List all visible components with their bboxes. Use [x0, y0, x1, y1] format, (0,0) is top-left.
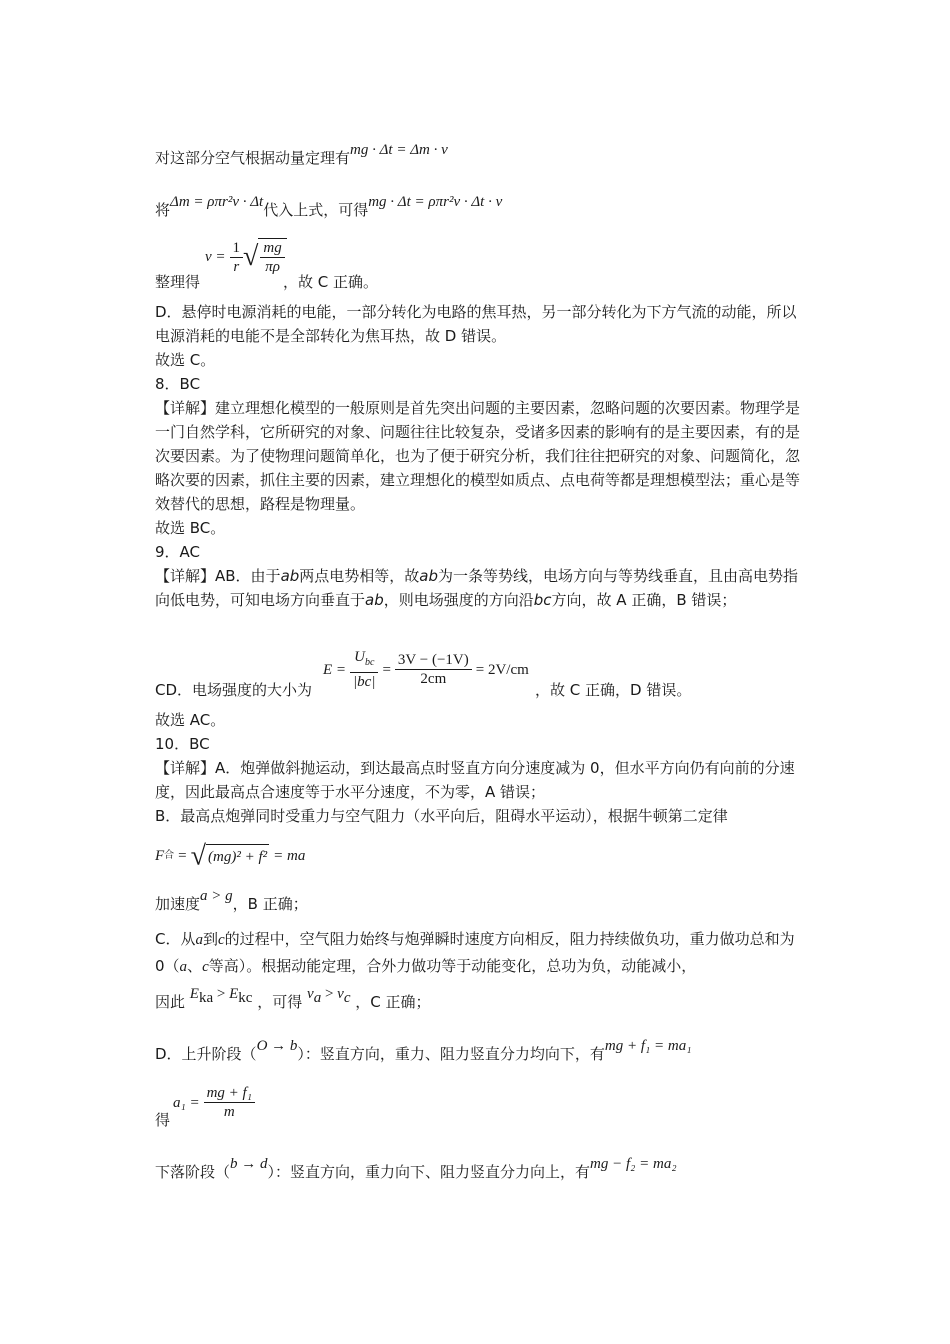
velocity-line — [155, 238, 805, 294]
acceleration-line — [155, 888, 805, 917]
option-c-paragraph — [155, 926, 800, 980]
question-8-heading: 8．BC — [155, 375, 201, 393]
u-subscript: bc — [364, 657, 375, 668]
sqrt-symbol: √ $\frac{mg}{\pi\rho}$ — [243, 238, 287, 276]
q9-bc: bc — [533, 591, 552, 609]
c-text-b: 到 — [202, 930, 218, 948]
va-sub: a — [313, 990, 322, 1006]
momentum-line — [155, 142, 805, 171]
ek-c-symbol: E — [229, 986, 239, 1002]
rising-stage-line — [155, 1038, 805, 1067]
bc-abs: |bc| — [353, 674, 376, 690]
answer-ac: 故选 AC。 — [155, 711, 226, 729]
acc-formula: a > g — [200, 888, 233, 904]
a1-lhs: a₁ = — [173, 1094, 200, 1111]
e-lhs: E = — [323, 661, 347, 678]
acc-post: ，B 正确； — [232, 895, 308, 913]
kinetic-energy-line — [155, 986, 805, 1019]
option-d-paragraph: D．悬停时电源消耗的电能，一部分转化为电路的焦耳热，另一部分转化为下方气流的动能，所以电源消耗的电能不是全部转化为焦耳热，故 D 错误。 — [155, 303, 797, 345]
equals-sign: = — [382, 661, 391, 678]
ek-pre: 因此 — [155, 993, 186, 1011]
velocity-pre: 整理得 — [155, 273, 201, 291]
falling-stage-line — [155, 1156, 805, 1185]
ek-a-sub: ka — [198, 990, 214, 1006]
q9-ab-1: ab — [280, 567, 300, 585]
radicand-den: πρ — [265, 259, 280, 275]
momentum-text: 对这部分空气根据动量定理有 — [155, 149, 351, 167]
falling-pre: 下落阶段（ — [155, 1163, 231, 1181]
velocity-post: ，故 C 正确。 — [283, 273, 379, 291]
velocity-formula — [205, 238, 287, 276]
ek-gt: > — [213, 986, 230, 1002]
resultant-force-formula — [155, 838, 805, 874]
question-8-explanation: 【详解】建立理想化模型的一般原则是首先突出问题的主要因素，忽略问题的次要因素。物理学是一门自然学科，它所研究的对象、问题往往比较复杂，受诸多因素的影响有的是主要因素，有的是次要因素。为了使物理问题简单化，也为了便于研究分析，我们往往把研究的对象、问题简化，忽略次要的因素，抓住主要的因素，建立理想化的模型如质点、点电荷等都是理想模型法；重心是等效替代的思想，路程是物理量。 — [155, 399, 801, 513]
e-fraction-2 — [395, 651, 472, 688]
f-symbol: F — [155, 848, 165, 864]
ek-mid: ，可得 — [257, 993, 303, 1011]
falling-path: b → d — [230, 1156, 268, 1172]
question-10-a-paragraph: 【详解】A．炮弹做斜抛运动，到达最高点时竖直方向分速度减为 0，但水平方向仍有向前的分速度，因此最高点合速度等于水平分速度，不为零，A 错误； — [155, 759, 795, 801]
c-var-a: a — [195, 932, 203, 948]
a1-den: m — [223, 1104, 235, 1120]
radicand — [260, 239, 284, 276]
f-rhs: = ma — [273, 848, 306, 864]
q9-text-b: 两点电势相等，故 — [299, 567, 420, 585]
voltage-diff: 3V − (−1V) — [395, 651, 472, 670]
f-subscript: 合 — [164, 850, 175, 861]
cd-pre: CD．电场强度的大小为 — [155, 681, 313, 699]
velocity-lhs: v = — [205, 249, 226, 265]
va-symbol: v — [307, 986, 314, 1002]
question-9-ab-paragraph — [155, 564, 800, 612]
c-text-e: 等高）。根据动能定理，合外力做功等于动能变化，总功为负，动能减小， — [208, 957, 697, 975]
a1-formula — [173, 1084, 255, 1121]
c-text-c: 的过程中，空气阻力始终与炮弹瞬时速度方向相反，阻力持续做负功，重力做功总和为 0（ — [155, 930, 795, 975]
c-var-c2: c — [202, 959, 209, 975]
question-10-b-line: B．最高点炮弹同时受重力与空气阻力（水平向后，阻碍水平运动），根据牛顿第二定律 — [155, 807, 728, 825]
a1-line — [155, 1084, 805, 1130]
q9-ab-3: ab — [365, 591, 384, 609]
ek-c-sub: kc — [238, 990, 253, 1006]
q9-ab-2: ab — [419, 567, 439, 585]
c-text-a: C．从 — [155, 930, 196, 948]
substitute-line — [155, 194, 805, 223]
ek-a-symbol: E — [189, 986, 199, 1002]
result-formula: mg · Δt = ρπr²v · Δt · v — [368, 194, 503, 210]
vc-sub: c — [343, 990, 351, 1006]
delta-m-formula: Δm = ρπr²v · Δt — [170, 194, 264, 210]
rising-equation: mg + f₁ = ma₁ — [604, 1038, 692, 1054]
a1-fraction — [204, 1084, 255, 1121]
substitute-mid: 代入上式，可得 — [263, 201, 369, 219]
question-9-heading: 9．AC — [155, 543, 201, 561]
u-symbol: U — [354, 649, 365, 665]
velocity-num: 1 — [230, 239, 244, 258]
falling-mid: ）：竖直方向，重力向下、阻力竖直分力向上，有 — [267, 1163, 591, 1181]
q9-text-d: ，则电场强度的方向沿 — [383, 591, 534, 609]
velocity-fraction — [230, 239, 244, 276]
substitute-pre: 将 — [155, 201, 171, 219]
distance: 2cm — [420, 671, 447, 687]
rising-path: O → b — [256, 1038, 298, 1054]
rising-mid: ）：竖直方向，重力、阻力竖直分力均向下，有 — [297, 1045, 605, 1063]
field-strength-formula — [323, 648, 529, 691]
cd-post: ，故 C 正确，D 错误。 — [535, 681, 692, 699]
radicand-num: mg — [260, 239, 284, 258]
answer-bc: 故选 BC。 — [155, 519, 226, 537]
c-text-d: 、 — [187, 957, 203, 975]
ek-post: ，C 正确； — [355, 993, 431, 1011]
q9-text-e: 方向，故 A 正确，B 错误； — [551, 591, 737, 609]
a1-pre: 得 — [155, 1111, 171, 1129]
vc-symbol: v — [337, 986, 344, 1002]
falling-equation: mg − f₂ = ma₂ — [590, 1156, 677, 1172]
answer-c: 故选 C。 — [155, 351, 216, 369]
q9-text-c: 为一条等势线，电场方向与等势线垂直，且由高电势指向低电势，可知电场方向垂直于 — [155, 567, 799, 609]
v-gt: > — [321, 986, 338, 1002]
f-radicand: (mg)² + f² — [206, 844, 269, 869]
c-var-a2: a — [179, 959, 188, 975]
question-10-heading: 10．BC — [155, 735, 210, 753]
f-equals: = — [178, 848, 187, 864]
field-strength-line — [155, 648, 805, 704]
a1-num: mg + f₁ — [204, 1084, 255, 1103]
e-result: = 2V/cm — [475, 661, 529, 678]
e-fraction-1 — [350, 648, 378, 691]
velocity-den: r — [233, 258, 240, 275]
q9-text-a: 【详解】AB．由于 — [155, 567, 281, 585]
momentum-formula: mg · Δt = Δm · v — [350, 142, 448, 158]
f-sqrt: √ (mg)² + f² — [190, 840, 268, 871]
acc-pre: 加速度 — [155, 895, 201, 913]
rising-pre: D．上升阶段（ — [155, 1045, 257, 1063]
c-var-c: c — [218, 932, 225, 948]
